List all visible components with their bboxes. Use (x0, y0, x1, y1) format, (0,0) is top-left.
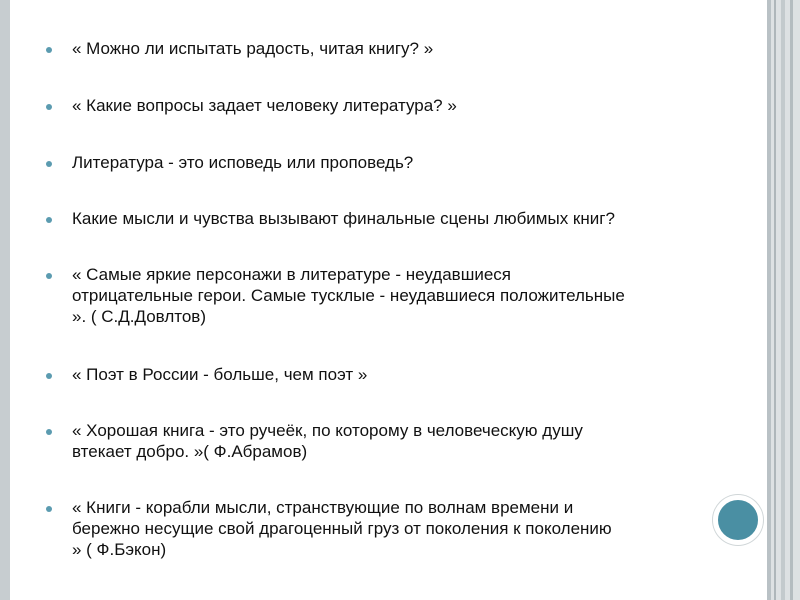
bullet-dot-icon (46, 373, 52, 379)
bullet-dot-icon (46, 273, 52, 279)
bullet-dot-icon (46, 217, 52, 223)
bullet-dot-icon (46, 429, 52, 435)
bullet-text: « Можно ли испытать радость, читая книгу? » (72, 39, 434, 58)
bullet-text: « Книги - корабли мысли, странствующие по волнам времени и бережно несущие свой драгоценный груз от поколения к поколению » ( Ф.Бэкон) (72, 498, 612, 559)
bullet-dot-icon (46, 104, 52, 110)
left-decorative-rule (0, 0, 10, 600)
bullet-text: Литература - это исповедь или проповедь? (72, 153, 414, 172)
bullet-dot-icon (46, 47, 52, 53)
bullet-text: « Самые яркие персонажи в литературе - неудавшиеся отрицательные герои. Самые тусклые - неудавшиеся положительные ». ( С.Д.Довлтов) (72, 265, 625, 326)
decorative-stripe (781, 0, 785, 600)
decorative-stripe (767, 0, 771, 600)
bullet-text: « Хорошая книга - это ручеёк, по которому в человеческую душу втекает добро. »( Ф.Абрамов) (72, 421, 583, 461)
decorative-stripe (790, 0, 793, 600)
bullet-text: Какие мысли и чувства вызывают финальные сцены любимых книг? (72, 209, 615, 228)
bullet-dot-icon (46, 506, 52, 512)
bullet-text: « Какие вопросы задает человеку литература? » (72, 96, 457, 115)
decorative-stripe (774, 0, 776, 600)
bullet-text: « Поэт в России - больше, чем поэт » (72, 365, 368, 384)
bullet-dot-icon (46, 161, 52, 167)
